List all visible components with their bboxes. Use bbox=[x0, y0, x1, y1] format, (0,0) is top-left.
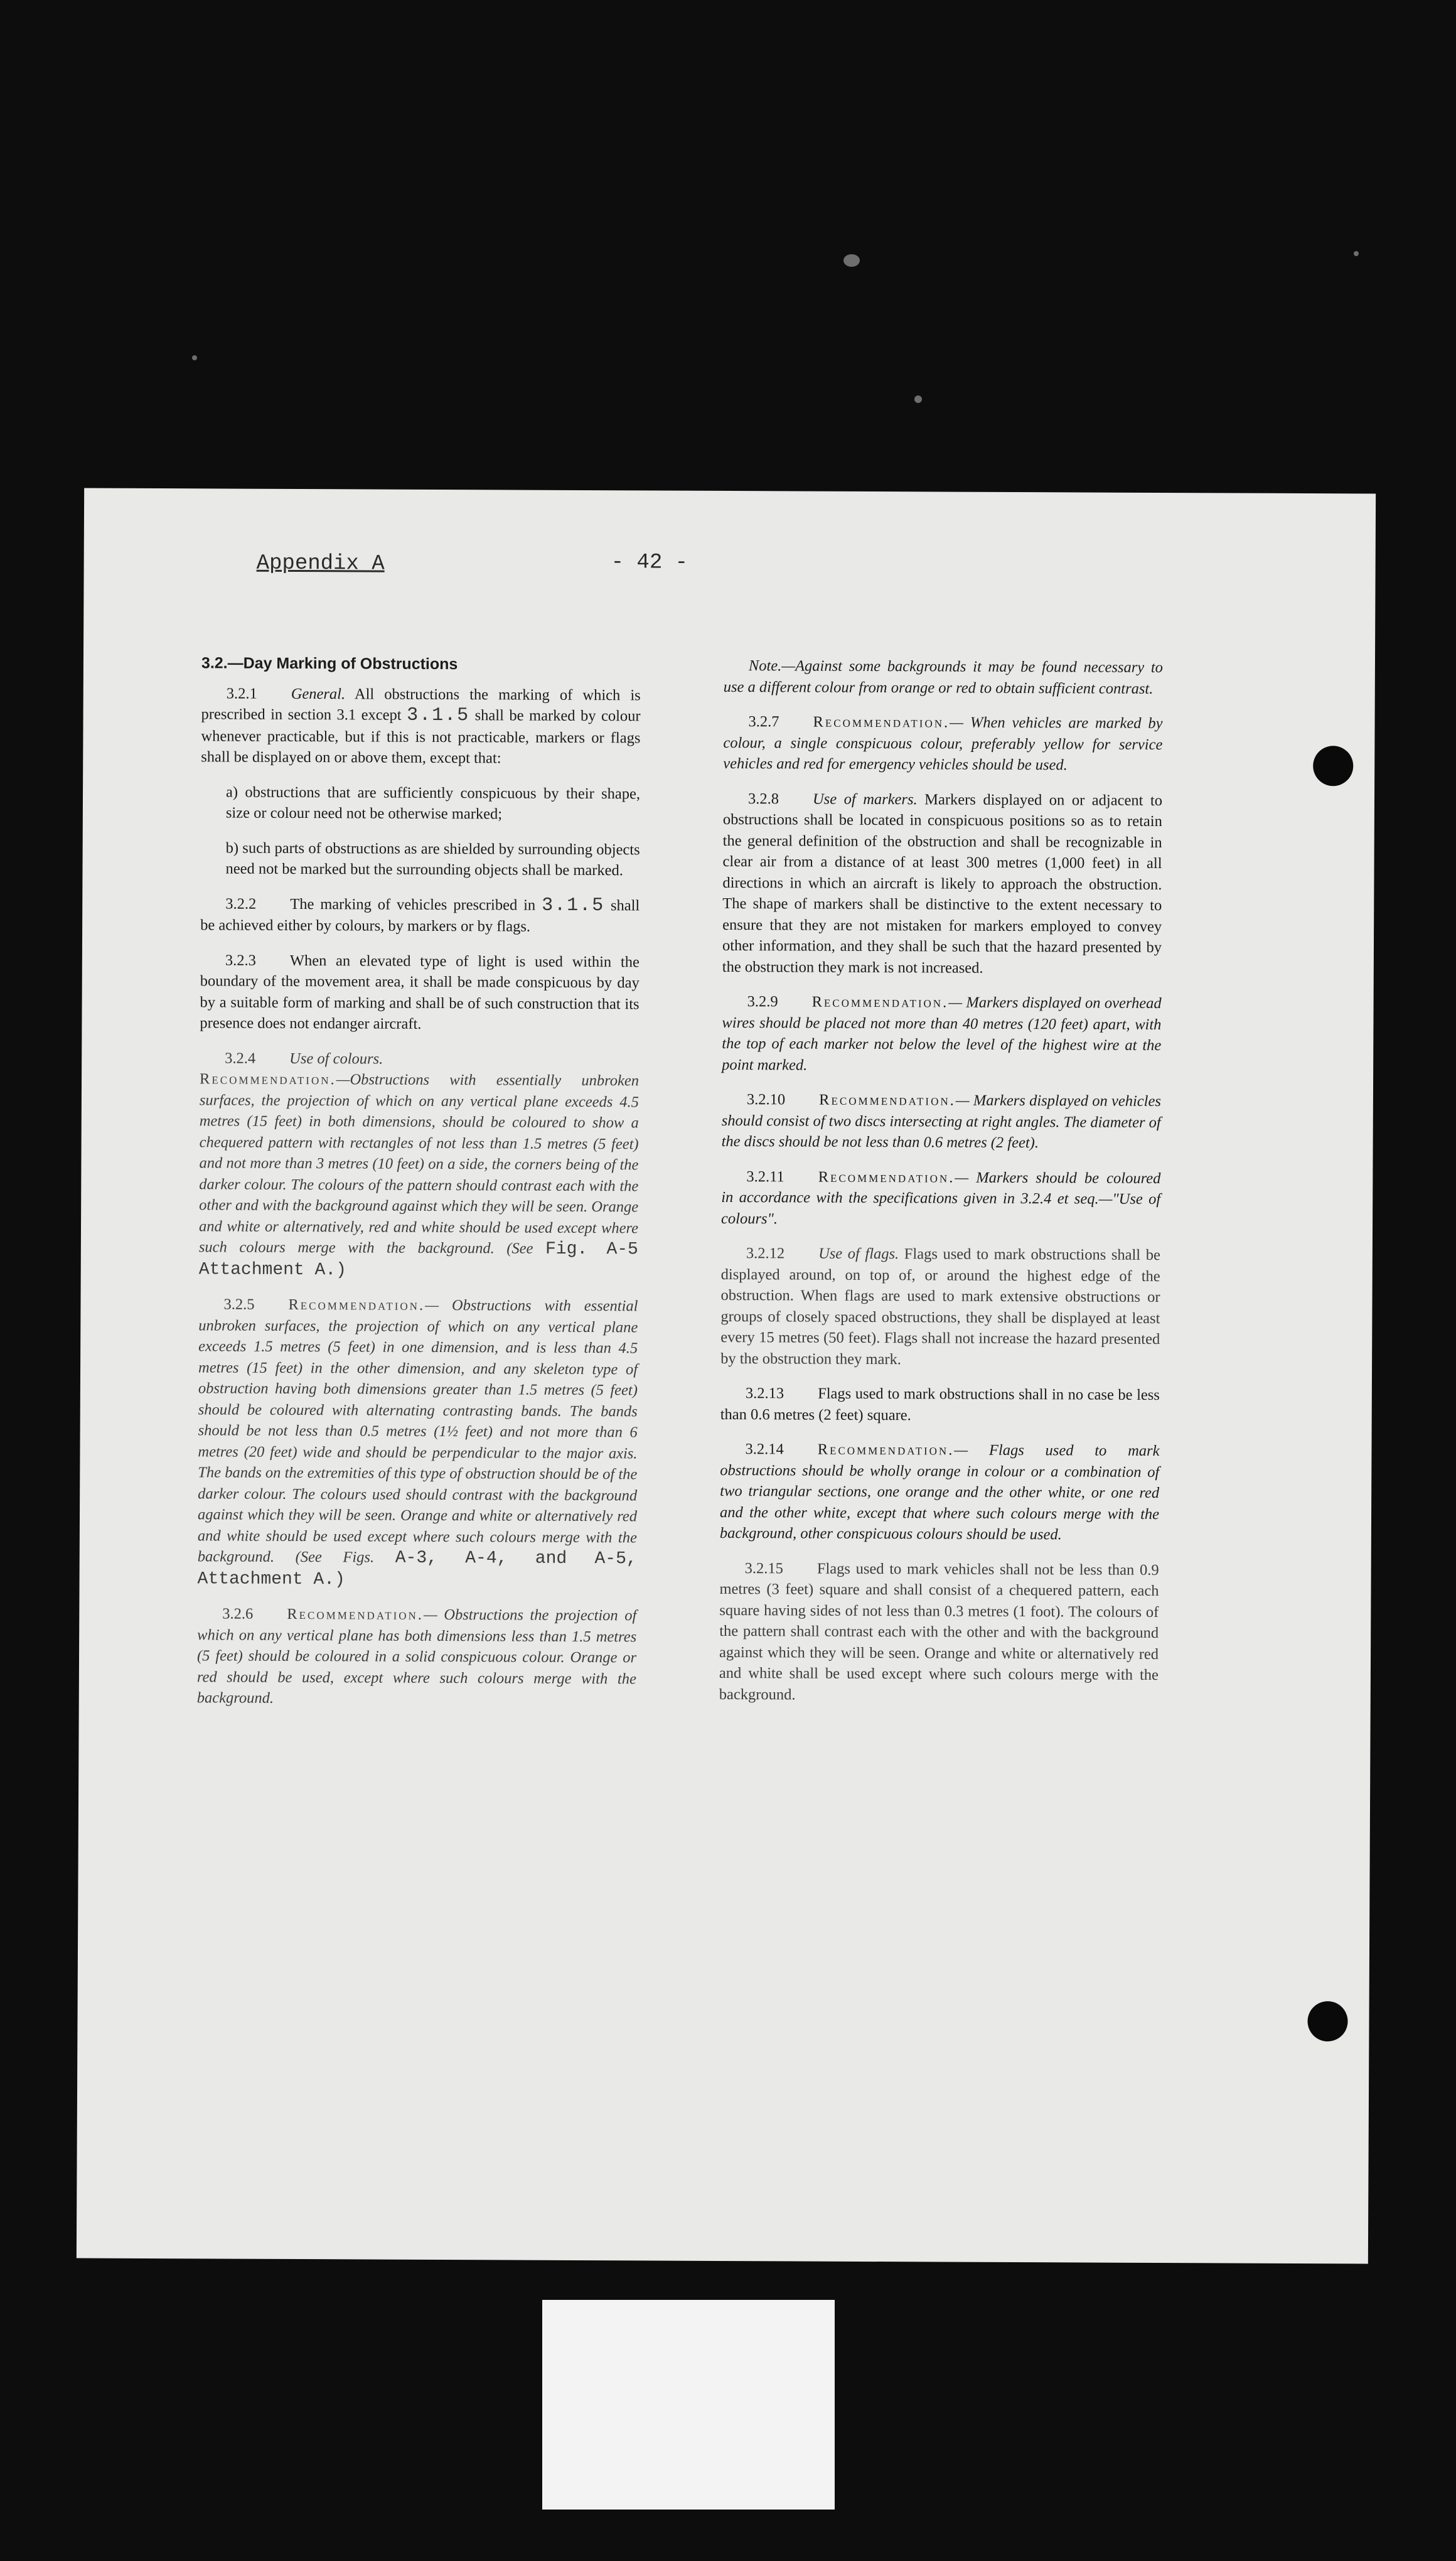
section-3-2-6: 3.2.6 Recommendation.— Obstructions the projection of which on any vertical plane has both dimensions less than 1.5 metres (5 feet) should be coloured in a solid conspicuous colour. Orange or red should be used, except where such colours merge with the background. bbox=[196, 1605, 637, 1707]
appendix-label: Appendix A bbox=[256, 551, 385, 576]
right-column bbox=[719, 655, 1163, 1721]
typed-insert: A-3, A-4, and A-5, Attachment A.) bbox=[197, 1548, 637, 1589]
section-3-2-1-a: a) obstructions that are sufficiently conspicuous by their shape, size or colour need not be otherwise marked; bbox=[225, 783, 641, 823]
section-3-2-11: 3.2.11 Recommendation.— Markers should be coloured in accordance with the specifications given in 3.2.4 et seq.—"Use of colours". bbox=[721, 1168, 1161, 1227]
section-3-2-13: 3.2.13 Flags used to mark obstructions shall in no case be less than 0.6 metres (2 feet) square. bbox=[720, 1385, 1160, 1424]
section-3-2-7: 3.2.7 Recommendation.— When vehicles are marked by colour, a single conspicuous colour, preferably yellow for service vehicles and red for emergency vehicles should be used. bbox=[723, 713, 1163, 774]
film-speck bbox=[1354, 251, 1359, 256]
page-number: - 42 - bbox=[611, 550, 688, 575]
blank-slip bbox=[542, 2300, 835, 2510]
section-3-2-5: 3.2.5 Recommendation.— Obstructions with essential unbroken surfaces, the projection of which on any vertical plane exceeds 1.5 metres (5 feet) in one dimension, and is less than 4.5 metres (15 feet) in the other dimension, and any skeleton type of obstruction having both dimensions greater than 1.5 metres (5 feet) should be coloured with alternating contrasting bands. The bands should be not less than 0.5 metres (1½ feet) and not more than 6 metres (20 feet) wide and should be perpendicular to the major axis. The bands on the extremities of this type of obstruction should be of the darker colour. The colours used should contrast with the background against which they will be seen. Orange and white or alternatively red and white should be used except where such colours merge with the background. (See Figs. A-3, A-4, and A-5, Attachment A.) bbox=[197, 1296, 638, 1589]
punch-hole bbox=[1307, 2001, 1347, 2041]
film-speck bbox=[843, 254, 860, 267]
handwritten-insert: 3.1.5 bbox=[407, 704, 470, 727]
section-3-2-12: 3.2.12 Use of flags. Flags used to mark obstructions shall be displayed around, on top of, or around the highest edge of the obstruction. When flags are used to mark extensive obstructions or groups of closely spaced obstructions, they shall be displayed at least every 15 metres (50 feet). Flags shall not increase the hazard presented by the obstruction they mark. bbox=[720, 1245, 1160, 1368]
section-3-2-1: 3.2.1 General. All obstructions the marking of which is prescribed in section 3.1 except 3.1.5 shall be marked by colour whenever practicable, but if this is not practicable, markers or flags shall be displayed on or above them, except that: bbox=[201, 685, 641, 767]
handwritten-insert: 3.1.5 bbox=[542, 894, 605, 916]
section-3-2-8: 3.2.8 Use of markers. Markers displayed on or adjacent to obstructions shall be located in conspicuous positions so as to retain the general definition of the obstruction and shall be recognizable in clear air from a distance of at least 300 metres (1,000 feet) in all directions in which an aircraft is likely to approach the obstruction. The shape of markers shall be distinctive to the extent necessary to ensure that they are not mistaken for markers employed to convey other information, and they shall be such that the hazard presented by the obstruction they mark is not increased. bbox=[722, 790, 1163, 977]
typed-insert: Fig. A-5 Attachment A.) bbox=[198, 1239, 638, 1280]
document-page bbox=[77, 488, 1376, 2264]
left-column bbox=[197, 653, 641, 1724]
section-3-2-3: 3.2.3 When an elevated type of light is used within the boundary of the movement area, it shall be made conspicuous by day by a suitable form of marking and shall be of such construction that its presence does not endanger aircraft. bbox=[200, 952, 640, 1033]
section-3-2-14: 3.2.14 Recommendation.— Flags used to mark obstructions should be wholly orange in colour or a combination of two triangular sections, one orange and the other white, or one red and the other white, except that where such colours merge with the background, other conspicuous colours should be used. bbox=[719, 1441, 1160, 1544]
section-3-2-4: 3.2.4 Use of colours. Recommendation.—Obstructions with essentially unbroken surfaces, the projection of which on any vertical plane exceeds 4.5 metres (15 feet) in both dimensions, should be coloured to show a chequered pattern with rectangles of not less than 1.5 metres (5 feet) and not more than 3 metres (10 feet) on a side, the corners being of the darker colour. The colours of the pattern should contrast each with the other and with the background against which they will be seen. Orange and white or alternatively, red and white should be used except where such colours merge with the background. (See Fig. A-5 Attachment A.) bbox=[198, 1050, 640, 1280]
section-heading: 3.2.—Day Marking of Obstructions bbox=[201, 654, 458, 674]
section-3-2-10: 3.2.10 Recommendation.— Markers displayed on vehicles should consist of two discs intersecting at right angles. The diameter of the discs should be not less than 0.6 metres (2 feet). bbox=[721, 1091, 1161, 1152]
section-3-2-15: 3.2.15 Flags used to mark vehicles shall not be less than 0.9 metres (3 feet) square and shall consist of a chequered pattern, each square having sides of not less than 0.3 metres (1 foot). The colours of the pattern shall contrast each with the other and with the background against which they will be seen. Orange and white or alternatively red and white shall be used except where such colours merge with the background. bbox=[719, 1559, 1159, 1703]
film-speck bbox=[914, 395, 922, 403]
punch-hole bbox=[1313, 746, 1353, 786]
film-speck bbox=[192, 355, 197, 360]
section-3-2-1-b: b) such parts of obstructions as are shielded by surrounding objects need not be marked but the surrounding objects shall be marked. bbox=[225, 839, 640, 879]
section-3-2-2: 3.2.2 The marking of vehicles prescribed in 3.1.5 shall be achieved either by colours, by markers or by flags. bbox=[200, 894, 640, 935]
section-3-2-9: 3.2.9 Recommendation.— Markers displayed on overhead wires should be placed not more than 40 metres (120 feet) apart, with the top of each marker not below the level of the highest wire at the point marked. bbox=[722, 993, 1162, 1074]
note: Note.—Against some backgrounds it may be found necessary to use a different colour from orange or red to obtain sufficient contrast. bbox=[723, 657, 1163, 697]
